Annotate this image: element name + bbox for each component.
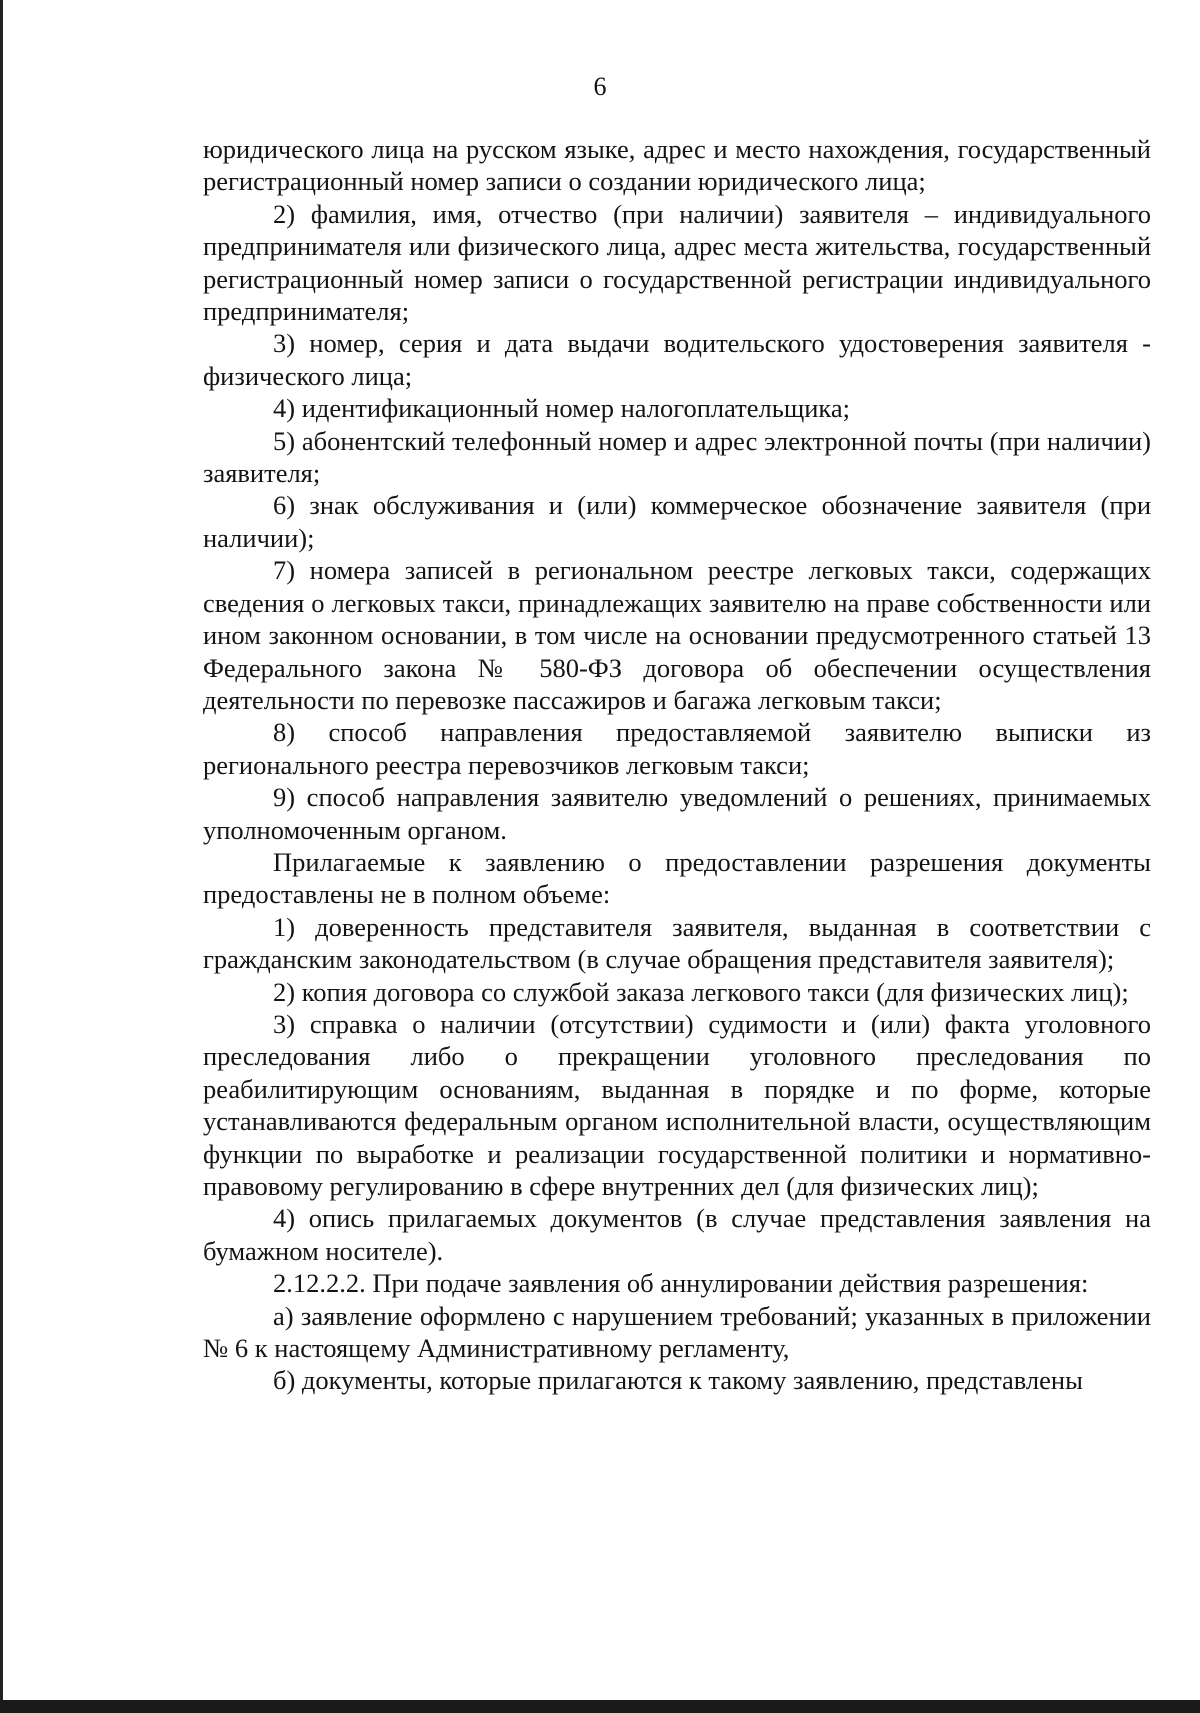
page-number: 6 <box>593 72 607 101</box>
list-item-9: 9) способ направления заявителю уведомлений о решениях, принимаемых уполномоченным органом. <box>203 782 1151 845</box>
attachment-item-1: 1) доверенность представителя заявителя, выданная в соответствии с гражданским законодательством (в случае обращения представителя заявителя); <box>203 911 1151 975</box>
scan-border-bottom <box>0 1700 1200 1713</box>
list-item-3: 3) номер, серия и дата выдачи водительского удостоверения заявителя - физического лица; <box>203 328 1151 391</box>
section-2-12-2-2: 2.12.2.2. При подаче заявления об аннулировании действия разрешения: <box>273 1268 1089 1299</box>
document-body <box>203 133 1151 1397</box>
list-item-7: 7) номера записей в региональном реестре легковых такси, содержащих сведения о легковых такси, принадлежащих заявителю на праве собственности или ином законном основании, в том числе на основании предусмотренного статьей 13 Федерального закона № 580-ФЗ договора об обеспечении осуществления деятельности по перевозке пассажиров и багажа легковым такси; <box>203 555 1151 715</box>
attachment-item-3: 3) справка о наличии (отсутствии) судимости и (или) факта уголовного преследования либо о прекращении уголовного преследования по реабилитирующим основаниям, выданная в порядке и по форме, которые устанавливаются федеральным органом исполнительной власти, осуществляющим функции по выработке и реализации государственной политики и нормативно-правовому регулированию в сфере внутренних дел (для физических лиц); <box>203 1008 1151 1201</box>
list-item-5: 5) абонентский телефонный номер и адрес электронной почты (при наличии) заявителя; <box>203 425 1151 489</box>
attachments-paragraph: Прилагаемые к заявлению о предоставлении разрешения документы предоставлены не в полном объеме: <box>203 846 1151 910</box>
item-b: б) документы, которые прилагаются к такому заявлению, представлены <box>273 1365 1083 1396</box>
attachment-item-4: 4) опись прилагаемых документов (в случае представления заявления на бумажном носителе). <box>203 1203 1151 1266</box>
attachment-item-2: 2) копия договора со службой заказа легкового такси (для физических лиц); <box>273 976 1129 1007</box>
list-item-2: 2) фамилия, имя, отчество (при наличии) заявителя – индивидуального предпринимателя или физического лица, адрес места жительства, государственный регистрационный номер записи о государственной регистрации индивидуального предпринимателя; <box>203 198 1151 327</box>
list-item-4: 4) идентификационный номер налогоплательщика; <box>273 393 851 424</box>
list-item-6: 6) знак обслуживания и (или) коммерческое обозначение заявителя (при наличии); <box>203 490 1151 553</box>
list-item-8: 8) способ направления предоставляемой заявителю выписки из регионального реестра перевозчиков легковым такси; <box>203 717 1151 780</box>
item-a: а) заявление оформлено с нарушением требований; указанных в приложении № 6 к настоящему Административному регламенту, <box>203 1300 1151 1364</box>
paragraph-continuation: юридического лица на русском языке, адрес и место нахождения, государственный регистрационный номер записи о создании юридического лица; <box>203 134 1151 197</box>
scan-border-left <box>0 0 3 1713</box>
